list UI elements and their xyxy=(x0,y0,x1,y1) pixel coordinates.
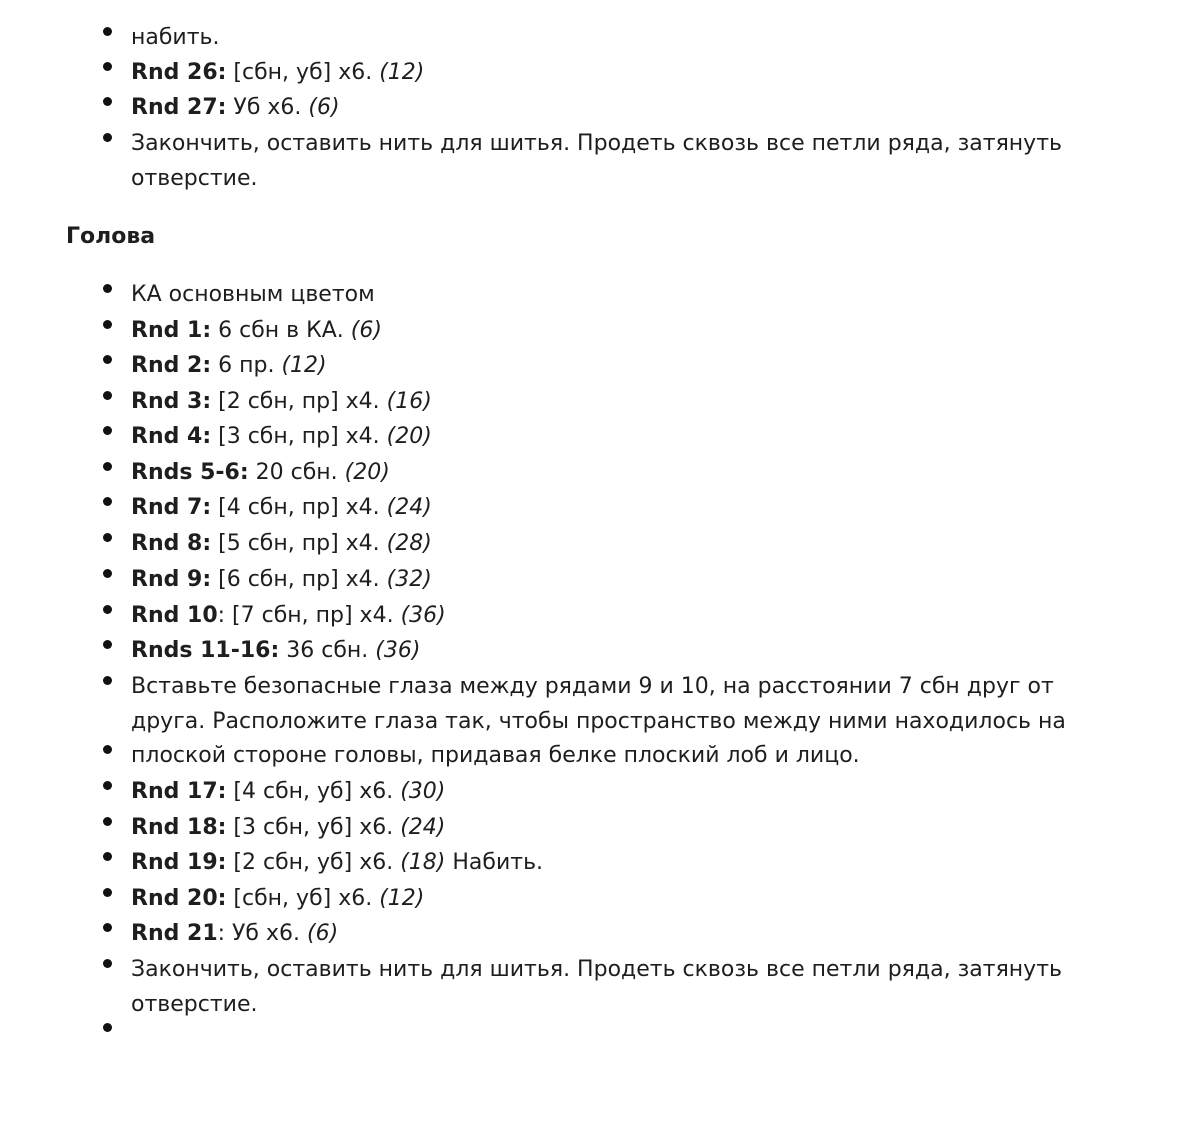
list-bullet xyxy=(103,462,112,471)
list-item xyxy=(131,318,382,344)
round-label: Rnd 4: xyxy=(131,424,212,449)
round-label: Rnd 17: xyxy=(131,779,227,804)
round-label: Rnd 10 xyxy=(131,603,218,628)
item-text: 36 сбн. xyxy=(279,638,376,663)
round-label: Rnds 11-16: xyxy=(131,638,280,663)
list-bullet xyxy=(103,923,112,932)
item-text: Уб х6. xyxy=(226,95,309,120)
list-bullet-empty xyxy=(103,1023,112,1032)
list-item xyxy=(131,131,1062,157)
list-bullet xyxy=(103,605,112,614)
list-bullet xyxy=(103,852,112,861)
list-bullet xyxy=(103,320,112,329)
list-bullet xyxy=(103,426,112,435)
list-bullet xyxy=(103,533,112,542)
round-label: Rnd 8: xyxy=(131,531,212,556)
list-bullet xyxy=(103,781,112,790)
stitch-count: (12) xyxy=(281,353,327,378)
list-item-continuation xyxy=(131,166,257,192)
list-item xyxy=(131,815,445,841)
item-text: 6 пр. xyxy=(211,353,282,378)
stitch-count: (28) xyxy=(386,531,432,556)
round-label: Rnd 19: xyxy=(131,850,227,875)
list-item xyxy=(131,25,220,51)
list-bullet xyxy=(103,959,112,968)
stitch-count: (24) xyxy=(386,495,432,520)
list-bullet xyxy=(103,640,112,649)
round-label: Rnds 5-6: xyxy=(131,460,249,485)
stitch-count: (6) xyxy=(350,318,382,343)
list-item xyxy=(131,603,446,629)
list-bullet xyxy=(103,497,112,506)
item-text: [2 сбн, уб] х6. xyxy=(226,850,401,875)
stitch-count: (36) xyxy=(400,603,446,628)
round-label: Rnd 27: xyxy=(131,95,227,120)
item-text: друга. Расположите глаза так, чтобы пространство между ними находилось на xyxy=(131,709,1066,734)
list-item xyxy=(131,567,432,593)
item-text: [6 сбн, пр] х4. xyxy=(211,567,387,592)
list-bullet xyxy=(103,62,112,71)
list-item xyxy=(131,779,445,805)
stitch-count: (24) xyxy=(400,815,446,840)
list-item xyxy=(131,957,1062,983)
round-label: Rnd 26: xyxy=(131,60,227,85)
list-item xyxy=(131,674,1054,700)
list-item-continuation xyxy=(131,992,257,1018)
list-item-continuation xyxy=(131,743,860,769)
stitch-count: (36) xyxy=(375,638,421,663)
list-item xyxy=(131,921,338,947)
item-text: [5 сбн, пр] х4. xyxy=(211,531,387,556)
stitch-count: (6) xyxy=(307,921,339,946)
item-text: [4 сбн, пр] х4. xyxy=(211,495,387,520)
item-text: КА основным цветом xyxy=(131,282,375,307)
item-text: отверстие. xyxy=(131,166,258,191)
item-text: 6 сбн в КА. xyxy=(211,318,351,343)
list-item xyxy=(131,353,327,379)
list-item xyxy=(131,60,424,86)
list-item xyxy=(131,495,432,521)
list-bullet xyxy=(103,284,112,293)
stitch-count: (32) xyxy=(386,567,432,592)
list-item xyxy=(131,389,432,415)
item-text: [3 сбн, пр] х4. xyxy=(211,424,387,449)
round-label: Rnd 20: xyxy=(131,886,227,911)
list-bullet xyxy=(103,888,112,897)
item-text-tail: Набить. xyxy=(445,850,544,875)
item-text: набить. xyxy=(131,25,220,50)
list-bullet xyxy=(103,676,112,685)
stitch-count: (20) xyxy=(386,424,432,449)
item-text: Вставьте безопасные глаза между рядами 9 и 10, на расстоянии 7 сбн друг от xyxy=(131,674,1054,699)
item-text: плоской стороне головы, придавая белке плоский лоб и лицо. xyxy=(131,743,860,768)
stitch-count: (12) xyxy=(379,60,425,85)
item-text: : [7 сбн, пр] х4. xyxy=(217,603,401,628)
round-label: Rnd 21 xyxy=(131,921,218,946)
round-label: Rnd 1: xyxy=(131,318,212,343)
item-text: [сбн, уб] х6. xyxy=(226,886,380,911)
item-text: отверстие. xyxy=(131,992,258,1017)
list-bullet xyxy=(103,355,112,364)
stitch-count: (18) xyxy=(400,850,446,875)
list-bullet xyxy=(103,817,112,826)
stitch-count: (12) xyxy=(379,886,425,911)
stitch-count: (30) xyxy=(400,779,446,804)
list-item xyxy=(131,424,432,450)
list-bullet xyxy=(103,27,112,36)
list-item xyxy=(131,850,543,876)
item-text: : Уб х6. xyxy=(217,921,307,946)
list-bullet xyxy=(103,391,112,400)
list-item-continuation xyxy=(131,709,1066,735)
list-bullet xyxy=(103,133,112,142)
item-text: Закончить, оставить нить для шитья. Продеть сквозь все петли ряда, затянуть xyxy=(131,957,1062,982)
item-text: [сбн, уб] х6. xyxy=(226,60,380,85)
stitch-count: (20) xyxy=(344,460,390,485)
item-text: [2 сбн, пр] х4. xyxy=(211,389,387,414)
item-text: [3 сбн, уб] х6. xyxy=(226,815,401,840)
section-heading: Голова xyxy=(66,224,156,249)
stitch-count: (16) xyxy=(386,389,432,414)
round-label: Rnd 7: xyxy=(131,495,212,520)
round-label: Rnd 2: xyxy=(131,353,212,378)
list-item xyxy=(131,531,432,557)
item-text: Закончить, оставить нить для шитья. Продеть сквозь все петли ряда, затянуть xyxy=(131,131,1062,156)
round-label: Rnd 3: xyxy=(131,389,212,414)
item-text: 20 сбн. xyxy=(248,460,345,485)
item-text: [4 сбн, уб] х6. xyxy=(226,779,401,804)
list-item xyxy=(131,638,420,664)
round-label: Rnd 9: xyxy=(131,567,212,592)
round-label: Rnd 18: xyxy=(131,815,227,840)
list-item xyxy=(131,460,390,486)
list-bullet xyxy=(103,745,112,754)
list-item xyxy=(131,886,424,912)
list-item xyxy=(131,282,375,308)
stitch-count: (6) xyxy=(308,95,340,120)
list-bullet xyxy=(103,569,112,578)
list-bullet xyxy=(103,97,112,106)
list-item xyxy=(131,95,340,121)
